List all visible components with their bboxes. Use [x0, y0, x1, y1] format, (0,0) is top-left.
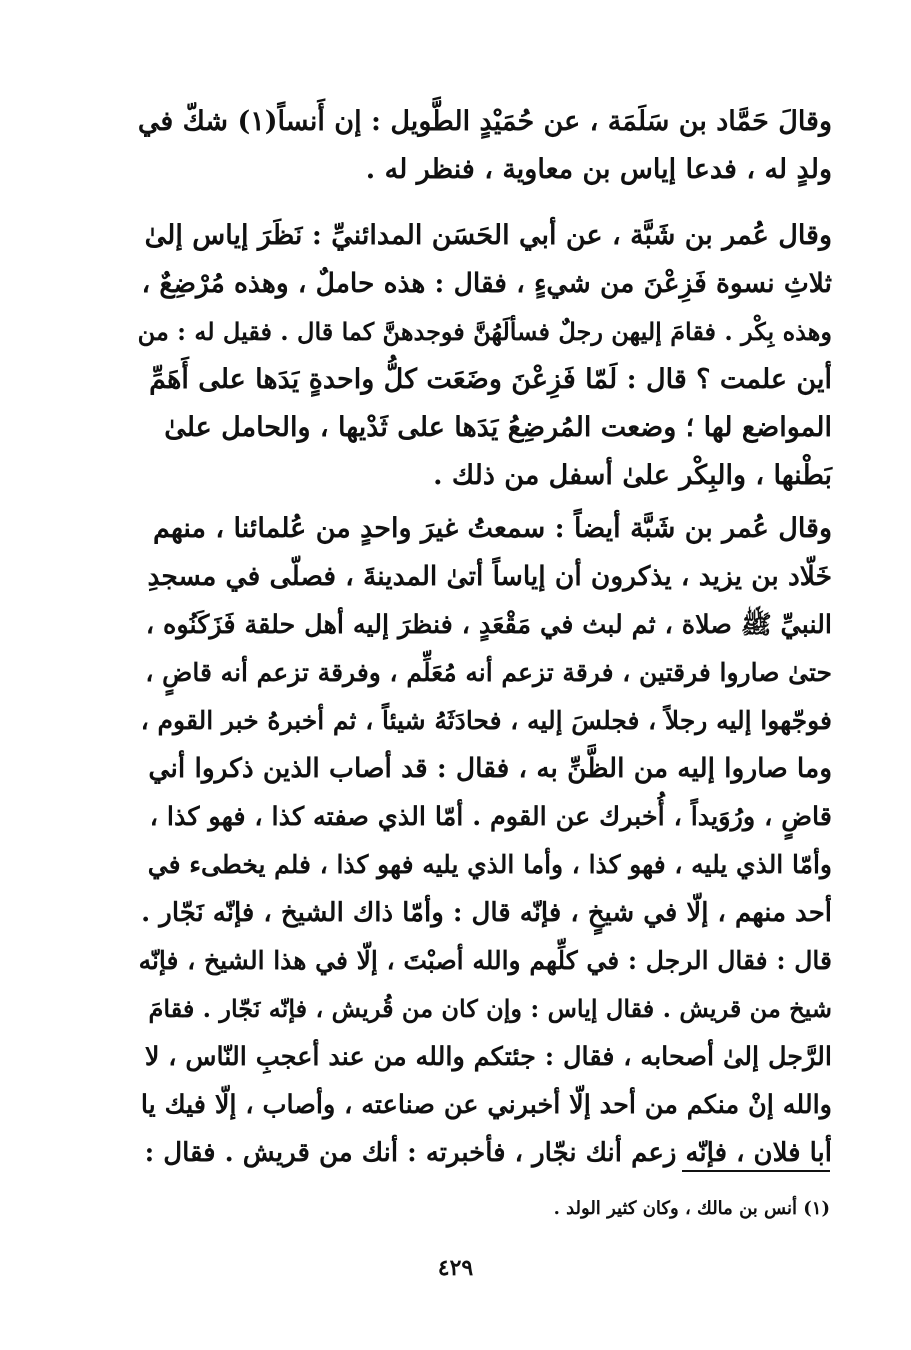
- footnote: (١) أنس بن مالك ، وكان كثير الولد .: [553, 1198, 830, 1219]
- text-line: بَطْنها ، والبِكْر علىٰ أسفل من ذلك .: [433, 460, 832, 491]
- text-line: النبيِّ ﷺ صلاة ، ثم لبث في مَقْعَدٍ ، فنظرَ إليه أهل حلقة فَزَكَنُوه ،: [145, 610, 832, 640]
- text-line: قال : فقال الرجل : في كلِّهم والله أصبْتَ ، إلّا في هذا الشيخ ، فإنّه: [138, 946, 832, 975]
- paragraph-1: [138, 98, 832, 194]
- text-line: الرَّجل إلىٰ أصحابه ، فقال : جئتكم والله من عند أعجبِ النّاس ، لا: [144, 1042, 832, 1072]
- text-line: ثلاثِ نسوة فَزِعْنَ من شيءٍ ، فقال : هذه حاملٌ ، وهذه مُرْضِعٌ ،: [141, 268, 832, 299]
- text-line: وهذه بِكْر . فقامَ إليهن رجلٌ فسألَهُنَّ فوجدهنَّ كما قال . فقيل له : من: [137, 317, 832, 346]
- text-line: والله إنْ منكم من أحد إلّا أخبرني عن صناعته ، وأصاب ، إلّا فيك يا: [140, 1090, 832, 1120]
- text-line: وما صاروا إليه من الظَّنِّ به ، فقال : قد أصاب الذين ذكروا أني: [148, 753, 832, 784]
- text-line: حتىٰ صاروا فرقتين ، فرقة تزعم أنه مُعَلِّم ، وفرقة تزعم أنه قاضٍ ،: [145, 658, 832, 687]
- text-line: فوجّهوا إليه رجلاً ، فجلسَ إليه ، فحادَثَهُ شيئاً ، ثم أخبرهُ خبر القوم ،: [140, 706, 832, 735]
- text-line: أين علمت ؟ قال : لَمّا فَزِعْنَ وضَعَت كلُّ واحدةٍ يَدَها على أَهَمِّ: [149, 364, 832, 395]
- text-line: أبا فلان ، فإنّه زعم أنك نجّار ، فأخبرته : أنك من قريش . فقال :: [144, 1138, 832, 1168]
- text-line: قاضٍ ، ورُوَيداً ، أُخبرك عن القوم . أمّا الذي صفته كذا ، فهو كذا ،: [149, 802, 832, 832]
- text-line: وقال عُمر بن شَبَّة ، عن أبي الحَسَن المدائنيِّ : نَظَرَ إياس إلىٰ: [144, 220, 832, 251]
- text-line: ولدٍ له ، فدعا إياس بن معاوية ، فنظر له .: [365, 154, 832, 185]
- text-line: المواضع لها ؛ وضعت المُرضِعُ يَدَها على ثَدْيها ، والحامل علىٰ: [164, 412, 832, 443]
- text-line: أحد منهم ، إلّا في شيخٍ ، فإنّه قال : وأمّا ذاك الشيخ ، فإنّه نَجّار .: [141, 898, 832, 928]
- paragraph-3: [138, 505, 832, 1177]
- page-number: ٤٢٩: [437, 1255, 474, 1281]
- paragraph-2: [138, 212, 832, 500]
- footnote-divider: [682, 1170, 830, 1172]
- text-line: وقال عُمر بن شَبَّة أيضاً : سمعتُ غيرَ واحدٍ من عُلمائنا ، منهم: [152, 513, 832, 544]
- text-line: شيخ من قريش . فقال إياس : وإن كان من قُريش ، فإنّه نَجّار . فقامَ: [148, 994, 832, 1023]
- text-line: وأمّا الذي يليه ، فهو كذا ، وأما الذي يليه فهو كذا ، فلم يخطىء في: [147, 850, 832, 879]
- text-line: وقالَ حَمَّاد بن سَلَمَة ، عن حُمَيْدٍ الطَّويل : إن أَنساً(١) شكّ في: [137, 106, 832, 137]
- text-line: خَلّاد بن يزيد ، يذكرون أن إياساً أتىٰ المدينةَ ، فصلّى في مسجدِ: [147, 561, 832, 592]
